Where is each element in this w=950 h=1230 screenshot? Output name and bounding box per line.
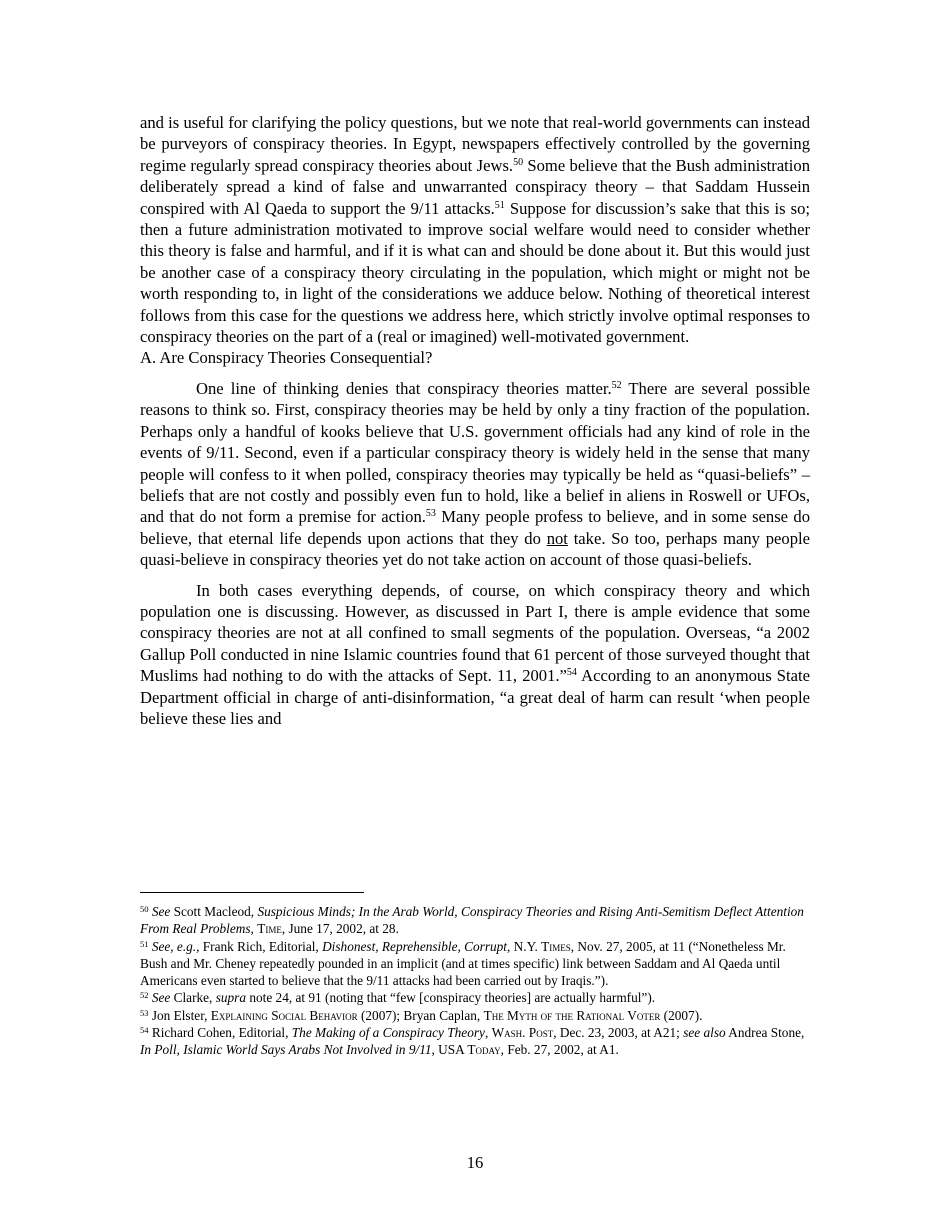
paragraph-1: and is useful for clarifying the policy questions, but we note that real-world governments can instead be purveyors of conspiracy theories. In Egypt, newspapers effectively controlled by the governing regime regularly spread conspiracy theories about Jews.$^{50}$ Some believe that the Bush administration deliberately spread a kind of false and unwarranted conspiracy theory – that Saddam Hussein conspired with Al Qaeda to support the 9/11 attacks.$^{51}$ Suppose for discussion’s sake that this is so; then a future administration motivated to improve social welfare would need to consider whether this theory is false and harmful, and if it is what can and should be done about it. But this would just be another case of a conspiracy theory circulating in the population, which might or might not be worth responding to, in light of the considerations we adduce below. Nothing of theoretical interest follows from this case for the questions we address here, which strictly involve optimal responses to conspiracy theories on the part of a (real or imagined) well-motivated government. [140, 113, 810, 347]
footnote-ref-54[interactable]: 54 [566, 667, 577, 679]
footnote-ref-52[interactable]: 52 [611, 379, 622, 391]
footnote-ref-53[interactable]: 53 [425, 508, 436, 520]
footnotes [140, 903, 812, 1059]
paragraph-2: One line of thinking denies that conspiracy theories matter.$^{52}$ There are several possible reasons to think so. First, conspiracy theories may be held by only a tiny fraction of the population. Perhaps only a handful of kooks believe that U.S. government officials had any kind of role in the events of 9/11. Second, even if a particular conspiracy theory is widely held in the sense that many people will confess to it when polled, conspiracy theories may typically be held as “quasi-beliefs” – beliefs that are not costly and possibly even fun to hold, like a belief in aliens in Roswell or UFOs, and that do not form a premise for action.$^{53}$ Many people profess to believe, and in some sense do believe, that eternal life depends upon actions that they do not take. So too, perhaps many people quasi-believe in conspiracy theories yet do not take action on account of those quasi-beliefs. [140, 378, 810, 570]
footnote-52: $^{52}$ See Clarke, supra note 24, at 91 (noting that “few [conspiracy theories] are actually harmful”). [140, 990, 656, 1006]
footnote-51: $^{51}$ See, e.g., Frank Rich, Editorial, Dishonest, Reprehensible, Corrupt, N.Y. Times, Nov. 27, 2005, at 11 (“Nonetheless Mr. Bush and Mr. Cheney repeatedly pounded in an implicit (and at times specific) link between Saddam and Al Qaeda until Americans even started to believe that the 9/11 attacks had been carried out by Iraqis.”). [140, 938, 786, 989]
document-page [140, 112, 810, 729]
footnote-50: $^{50}$ See Scott Macleod, Suspicious Minds; In the Arab World, Conspiracy Theories and Rising Anti-Semitism Deflect Attention From Real Problems, Time, June 17, 2002, at 28. [140, 904, 804, 937]
body-text [140, 112, 810, 729]
underlined-word: not [546, 528, 568, 548]
footnote-53: $^{53}$ Jon Elster, Explaining Social Behavior (2007); Bryan Caplan, The Myth of the Rational Voter (2007). [140, 1007, 703, 1023]
page-number: 16 [466, 1153, 484, 1172]
footnote-ref-50[interactable]: 50 [513, 156, 524, 168]
section-heading: A. Are Conspiracy Theories Consequential? [140, 348, 433, 368]
paragraph-3: In both cases everything depends, of course, on which conspiracy theory and which population one is discussing. However, as discussed in Part I, there is ample evidence that some conspiracy theories are not at all confined to small segments of the population. Overseas, “a 2002 Gallup Poll conducted in nine Islamic countries found that 61 percent of those surveyed thought that Muslims had nothing to do with the attacks of Sept. 11, 2001.”$^{54}$ According to an anonymous State Department official in charge of anti-disinformation, “a great deal of harm can result ‘when people believe these lies and [140, 580, 810, 728]
footnote-divider [140, 892, 364, 893]
footnote-54: $^{54}$ Richard Cohen, Editorial, The Making of a Conspiracy Theory, Wash. Post, Dec. 23, 2003, at A21; see also Andrea Stone, In Poll, Islamic World Says Arabs Not Involved in 9/11, USA Today, Feb. 27, 2002, at A1. [140, 1025, 805, 1058]
footnote-ref-51[interactable]: 51 [494, 199, 505, 211]
